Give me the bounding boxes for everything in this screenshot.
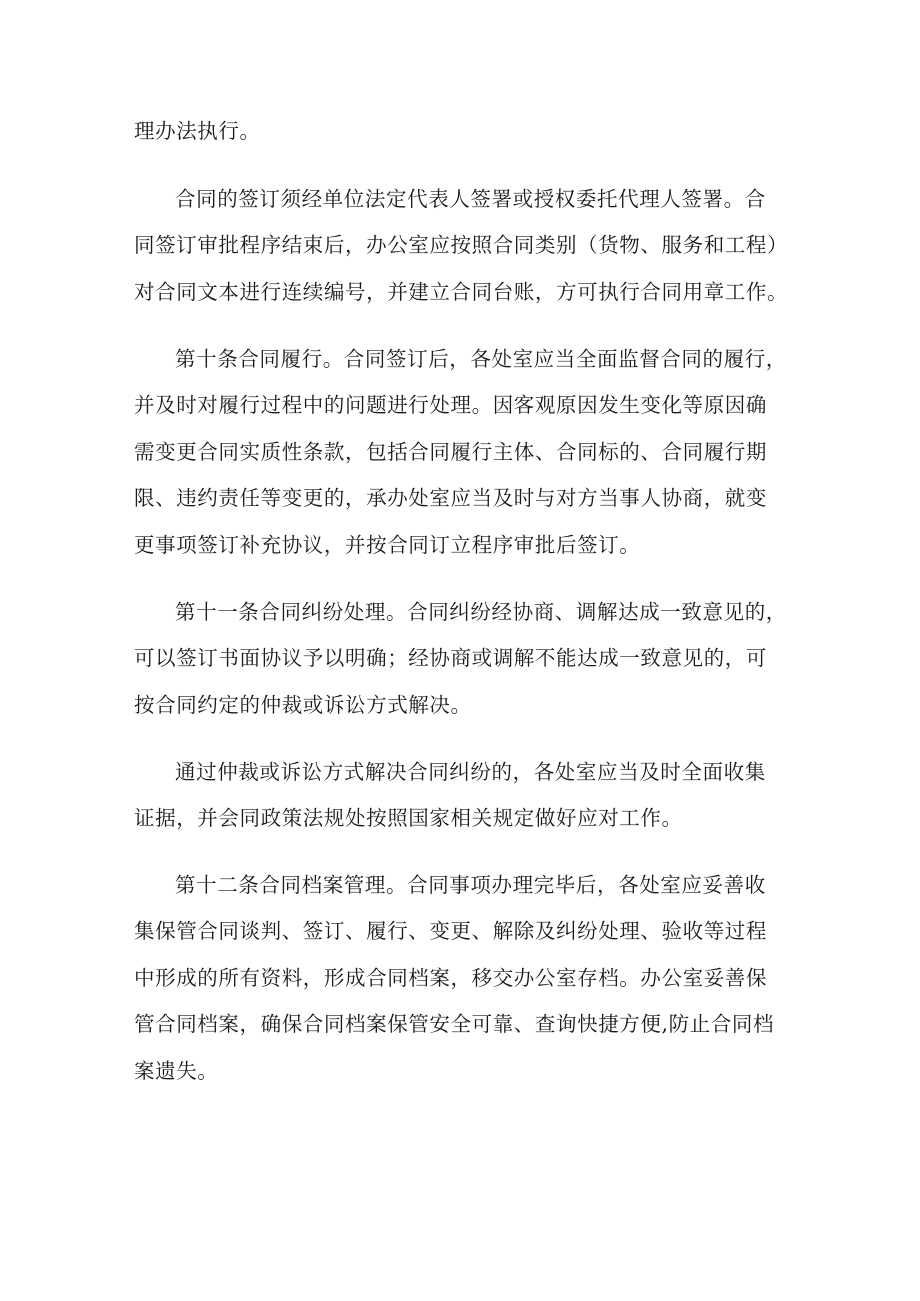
text-line: 按合同约定的仲裁或诉讼方式解决。 (134, 693, 472, 717)
text-line: 集保管合同谈判、签订、履行、变更、解除及纠纷处理、验收等过程 (134, 919, 767, 943)
text-line: 并及时对履行过程中的问题进行处理。因客观原因发生变化等原因确 (134, 393, 767, 417)
text-line: 第十条合同履行。合同签订后，各处室应当全面监督合同的履行， (175, 347, 787, 371)
text-line: 第十一条合同纠纷处理。合同纠纷经协商、调解达成一致意见的， (175, 600, 787, 624)
text-line: 案遗失。 (134, 1059, 219, 1083)
text-line: 中形成的所有资料，形成合同档案，移交办公室存档。办公室妥善保 (134, 966, 767, 990)
text-line: 限、违约责任等变更的，承办处室应当及时与对方当事人协商，就变 (134, 486, 767, 510)
text-line: 管合同档案，确保合同档案保管安全可靠、查询快捷方便,防止合同档 (134, 1012, 775, 1036)
text-line: 更事项签订补充协议，并按合同订立程序审批后签订。 (134, 533, 641, 557)
text-line: 对合同文本进行连续编号，并建立合同台账，方可执行合同用章工作。 (134, 280, 789, 304)
text-line: 需变更合同实质性条款，包括合同履行主体、合同标的、合同履行期 (134, 440, 767, 464)
text-line: 证据，并会同政策法规处按照国家相关规定做好应对工作。 (134, 806, 683, 830)
text-line: 可以签订书面协议予以明确；经协商或调解不能达成一致意见的，可 (134, 646, 767, 670)
text-line: 同签订审批程序结束后，办公室应按照合同类别（货物、服务和工程） (134, 233, 789, 257)
text-line: 第十二条合同档案管理。合同事项办理完毕后，各处室应妥善收 (175, 873, 766, 897)
text-line: 合同的签订须经单位法定代表人签署或授权委托代理人签署。合 (175, 187, 766, 211)
text-line: 通过仲裁或诉讼方式解决合同纠纷的，各处室应当及时全面收集 (175, 760, 766, 784)
text-line: 理办法执行。 (134, 119, 261, 143)
